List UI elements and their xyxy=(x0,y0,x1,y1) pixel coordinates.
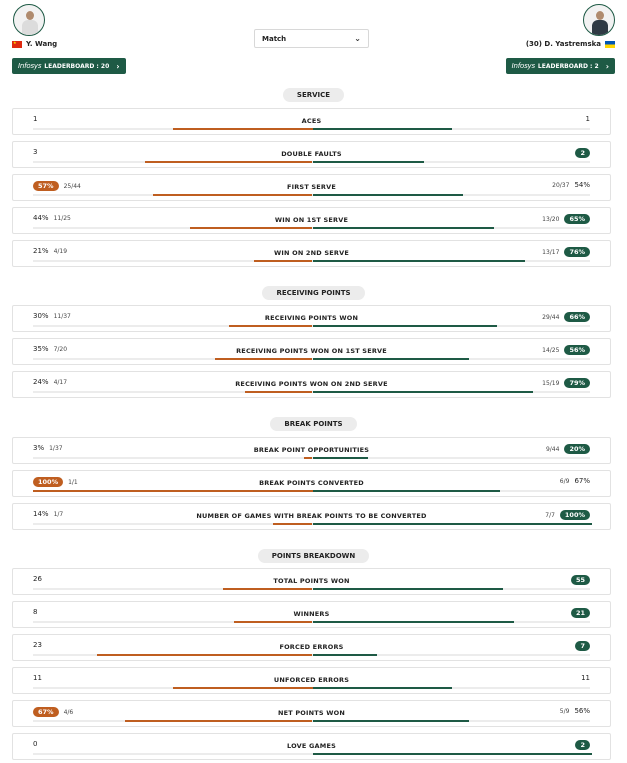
left-player-bar xyxy=(173,128,313,130)
right-stat-fraction: 9/44 xyxy=(545,445,560,453)
left-player-bar xyxy=(173,687,313,689)
comparison-bar-track xyxy=(33,358,590,360)
left-player-bar xyxy=(273,523,312,525)
left-player-bar xyxy=(145,161,313,163)
stat-row xyxy=(12,240,611,267)
right-stat-fraction: 29/44 xyxy=(542,313,560,321)
stat-label: WIN ON 1ST SERVE xyxy=(274,216,349,224)
right-player-bar xyxy=(313,128,453,130)
stat-row xyxy=(12,733,611,760)
right-player-bar xyxy=(313,621,514,623)
comparison-bar-track xyxy=(33,687,590,689)
right-player-bar xyxy=(313,753,593,755)
stat-label: FORCED ERRORS xyxy=(279,643,344,651)
left-stat-value: 11 xyxy=(33,674,42,682)
stat-row xyxy=(12,667,611,694)
comparison-bar-track xyxy=(33,325,590,327)
right-value-group xyxy=(552,181,590,189)
left-stat-value: 14% xyxy=(33,510,49,518)
right-stat-fraction: 15/19 xyxy=(542,379,560,387)
right-value-group xyxy=(560,707,590,715)
left-stat-value: 100% xyxy=(33,477,63,487)
stat-label: BREAK POINT OPPORTUNITIES xyxy=(253,446,370,454)
section-header xyxy=(0,543,627,563)
left-stat-value: 26 xyxy=(33,575,42,583)
china-flag-icon xyxy=(12,41,22,48)
comparison-bar-track xyxy=(33,654,590,656)
right-stat-fraction: 14/25 xyxy=(542,346,560,354)
left-player-bar xyxy=(223,588,312,590)
right-player-bar xyxy=(313,654,377,656)
stat-label: ACES xyxy=(301,117,322,125)
right-value-group xyxy=(542,214,590,224)
left-stat-value: 24% xyxy=(33,378,49,386)
chevron-right-icon: › xyxy=(605,61,609,71)
stat-label: WINNERS xyxy=(293,610,330,618)
stat-row xyxy=(12,634,611,661)
right-value-group xyxy=(571,608,590,618)
stat-row xyxy=(12,338,611,365)
left-player-bar xyxy=(229,325,313,327)
right-stat-value: 79% xyxy=(564,378,590,388)
comparison-bar-track xyxy=(33,391,590,393)
leaderboard-label: LEADERBOARD : 2 xyxy=(537,62,599,70)
left-player-bar xyxy=(254,260,313,262)
left-stat-value: 3 xyxy=(33,148,38,156)
right-player-bar xyxy=(313,161,425,163)
stat-row xyxy=(12,141,611,168)
right-value-group xyxy=(571,575,590,585)
right-stat-value: 11 xyxy=(581,674,590,682)
right-stat-fraction: 7/7 xyxy=(545,511,555,519)
infosys-logo: Infosys xyxy=(18,62,42,70)
right-stat-fraction: 13/20 xyxy=(542,215,560,223)
left-player-bar xyxy=(234,621,312,623)
comparison-bar-track xyxy=(33,523,590,525)
leaderboard-button-left[interactable] xyxy=(12,58,126,74)
right-player-bar xyxy=(313,194,464,196)
left-stat-value: 1 xyxy=(33,115,38,123)
right-value-group xyxy=(586,115,590,123)
right-stat-value: 67% xyxy=(574,477,590,485)
right-stat-value: 65% xyxy=(564,214,590,224)
section-title: POINTS BREAKDOWN xyxy=(258,549,370,563)
comparison-bar-track xyxy=(33,194,590,196)
chevron-down-icon: ⌄ xyxy=(354,34,361,43)
right-player-bar xyxy=(313,391,534,393)
left-stat-fraction: 11/25 xyxy=(53,214,71,222)
player-right-avatar xyxy=(583,4,615,36)
left-stat-fraction: 1/7 xyxy=(53,510,64,518)
right-value-group xyxy=(575,641,590,651)
player-left-name: Y. Wang xyxy=(26,40,58,48)
right-stat-value: 2 xyxy=(575,740,590,750)
stat-row xyxy=(12,470,611,497)
stat-row xyxy=(12,700,611,727)
section-header xyxy=(0,280,627,300)
left-stat-value: 21% xyxy=(33,247,49,255)
right-player-bar xyxy=(313,523,593,525)
left-stat-value: 0 xyxy=(33,740,38,748)
stat-label: NUMBER OF GAMES WITH BREAK POINTS TO BE CONVERTED xyxy=(196,512,427,520)
stat-row xyxy=(12,174,611,201)
left-stat-fraction: 4/19 xyxy=(53,247,68,255)
left-stat-fraction: 1/37 xyxy=(49,444,63,452)
section-header xyxy=(0,411,627,431)
left-stat-value: 8 xyxy=(33,608,38,616)
left-stat-value: 23 xyxy=(33,641,42,649)
right-player-bar xyxy=(313,227,495,229)
comparison-bar-track xyxy=(33,753,590,755)
stat-label: BREAK POINTS CONVERTED xyxy=(259,479,364,487)
period-select-value: Match xyxy=(262,34,287,43)
section-title: RECEIVING POINTS xyxy=(262,286,364,300)
right-value-group xyxy=(581,674,590,682)
comparison-bar-track xyxy=(33,490,590,492)
infosys-logo: Infosys xyxy=(511,62,535,70)
stat-label: RECEIVING POINTS WON xyxy=(264,314,359,322)
stat-label: LOVE GAMES xyxy=(287,742,336,750)
stat-row xyxy=(12,371,611,398)
match-header xyxy=(0,0,627,80)
stat-row xyxy=(12,305,611,332)
right-stat-value: 54% xyxy=(574,181,590,189)
right-value-group xyxy=(542,312,590,322)
stat-label: FIRST SERVE xyxy=(286,183,337,191)
ukraine-flag-icon xyxy=(605,41,615,48)
right-stat-value: 1 xyxy=(585,115,590,123)
left-stat-fraction: 11/37 xyxy=(53,312,71,320)
left-stat-fraction: 4/17 xyxy=(53,378,68,386)
right-value-group xyxy=(545,510,590,520)
right-value-group xyxy=(542,345,590,355)
stat-row xyxy=(12,601,611,628)
right-player-bar xyxy=(313,325,497,327)
left-stat-fraction: 25/44 xyxy=(63,182,81,190)
section-title: BREAK POINTS xyxy=(270,417,356,431)
right-player-bar xyxy=(313,358,470,360)
stat-row xyxy=(12,207,611,234)
stat-row xyxy=(12,437,611,464)
right-player-bar xyxy=(313,457,369,459)
stat-label: WIN ON 2ND SERVE xyxy=(274,249,349,257)
right-value-group xyxy=(575,148,590,158)
left-stat-value: 67% xyxy=(33,707,59,717)
right-value-group xyxy=(546,444,590,454)
right-stat-value: 56% xyxy=(564,345,590,355)
right-stat-fraction: 20/37 xyxy=(552,181,570,189)
player-right-name: (30) D. Yastremska xyxy=(525,40,601,48)
right-player-bar xyxy=(313,490,500,492)
player-left-avatar xyxy=(13,4,45,36)
right-stat-fraction: 5/9 xyxy=(559,707,570,715)
left-player-bar xyxy=(245,391,312,393)
comparison-bar-track xyxy=(33,588,590,590)
left-stat-value: 3% xyxy=(33,444,45,452)
right-value-group xyxy=(575,740,590,750)
stat-label: DOUBLE FAULTS xyxy=(281,150,342,158)
comparison-bar-track xyxy=(33,260,590,262)
left-player-bar xyxy=(190,227,313,229)
right-value-group xyxy=(542,378,590,388)
player-left[interactable] xyxy=(12,4,57,48)
section-title: SERVICE xyxy=(283,88,344,102)
stat-row xyxy=(12,108,611,135)
comparison-bar-track xyxy=(33,457,590,459)
right-stat-value: 7 xyxy=(575,641,590,651)
stat-label: RECEIVING POINTS WON ON 1ST SERVE xyxy=(236,347,387,355)
left-player-bar xyxy=(215,358,313,360)
stat-row xyxy=(12,503,611,530)
right-stat-fraction: 6/9 xyxy=(559,477,570,485)
comparison-bar-track xyxy=(33,621,590,623)
left-stat-value: 35% xyxy=(33,345,49,353)
left-stat-value: 30% xyxy=(33,312,49,320)
right-value-group xyxy=(542,247,590,257)
left-stat-fraction: 7/20 xyxy=(53,345,68,353)
left-player-bar xyxy=(33,490,313,492)
stat-label: RECEIVING POINTS WON ON 2ND SERVE xyxy=(235,380,388,388)
right-stat-value: 2 xyxy=(575,148,590,158)
leaderboard-label: LEADERBOARD : 20 xyxy=(44,62,110,70)
right-stat-fraction: 13/17 xyxy=(542,248,560,256)
left-player-bar xyxy=(153,194,312,196)
leaderboard-button-right[interactable] xyxy=(506,58,615,74)
comparison-bar-track xyxy=(33,128,590,130)
chevron-right-icon: › xyxy=(116,61,120,71)
right-stat-value: 20% xyxy=(564,444,590,454)
player-right[interactable] xyxy=(526,4,615,48)
left-player-bar xyxy=(97,654,312,656)
left-stat-fraction: 4/6 xyxy=(63,708,74,716)
right-stat-value: 56% xyxy=(574,707,590,715)
right-stat-value: 21 xyxy=(571,608,590,618)
right-stat-value: 66% xyxy=(564,312,590,322)
stat-label: UNFORCED ERRORS xyxy=(273,676,350,684)
right-player-bar xyxy=(313,588,503,590)
left-stat-fraction: 1/1 xyxy=(68,478,78,486)
period-select[interactable] xyxy=(254,29,369,48)
right-stat-value: 55 xyxy=(571,575,590,585)
left-player-bar xyxy=(125,720,312,722)
left-player-bar xyxy=(304,457,312,459)
right-player-bar xyxy=(313,687,453,689)
stat-row xyxy=(12,568,611,595)
stat-label: NET POINTS WON xyxy=(277,709,346,717)
right-player-bar xyxy=(313,720,470,722)
right-stat-value: 100% xyxy=(560,510,590,520)
right-value-group xyxy=(560,477,590,485)
right-stat-value: 76% xyxy=(564,247,590,257)
stat-label: TOTAL POINTS WON xyxy=(273,577,350,585)
comparison-bar-track xyxy=(33,227,590,229)
left-stat-value: 57% xyxy=(33,181,59,191)
left-stat-value: 44% xyxy=(33,214,49,222)
comparison-bar-track xyxy=(33,720,590,722)
comparison-bar-track xyxy=(33,161,590,163)
section-header xyxy=(0,82,627,102)
right-player-bar xyxy=(313,260,525,262)
